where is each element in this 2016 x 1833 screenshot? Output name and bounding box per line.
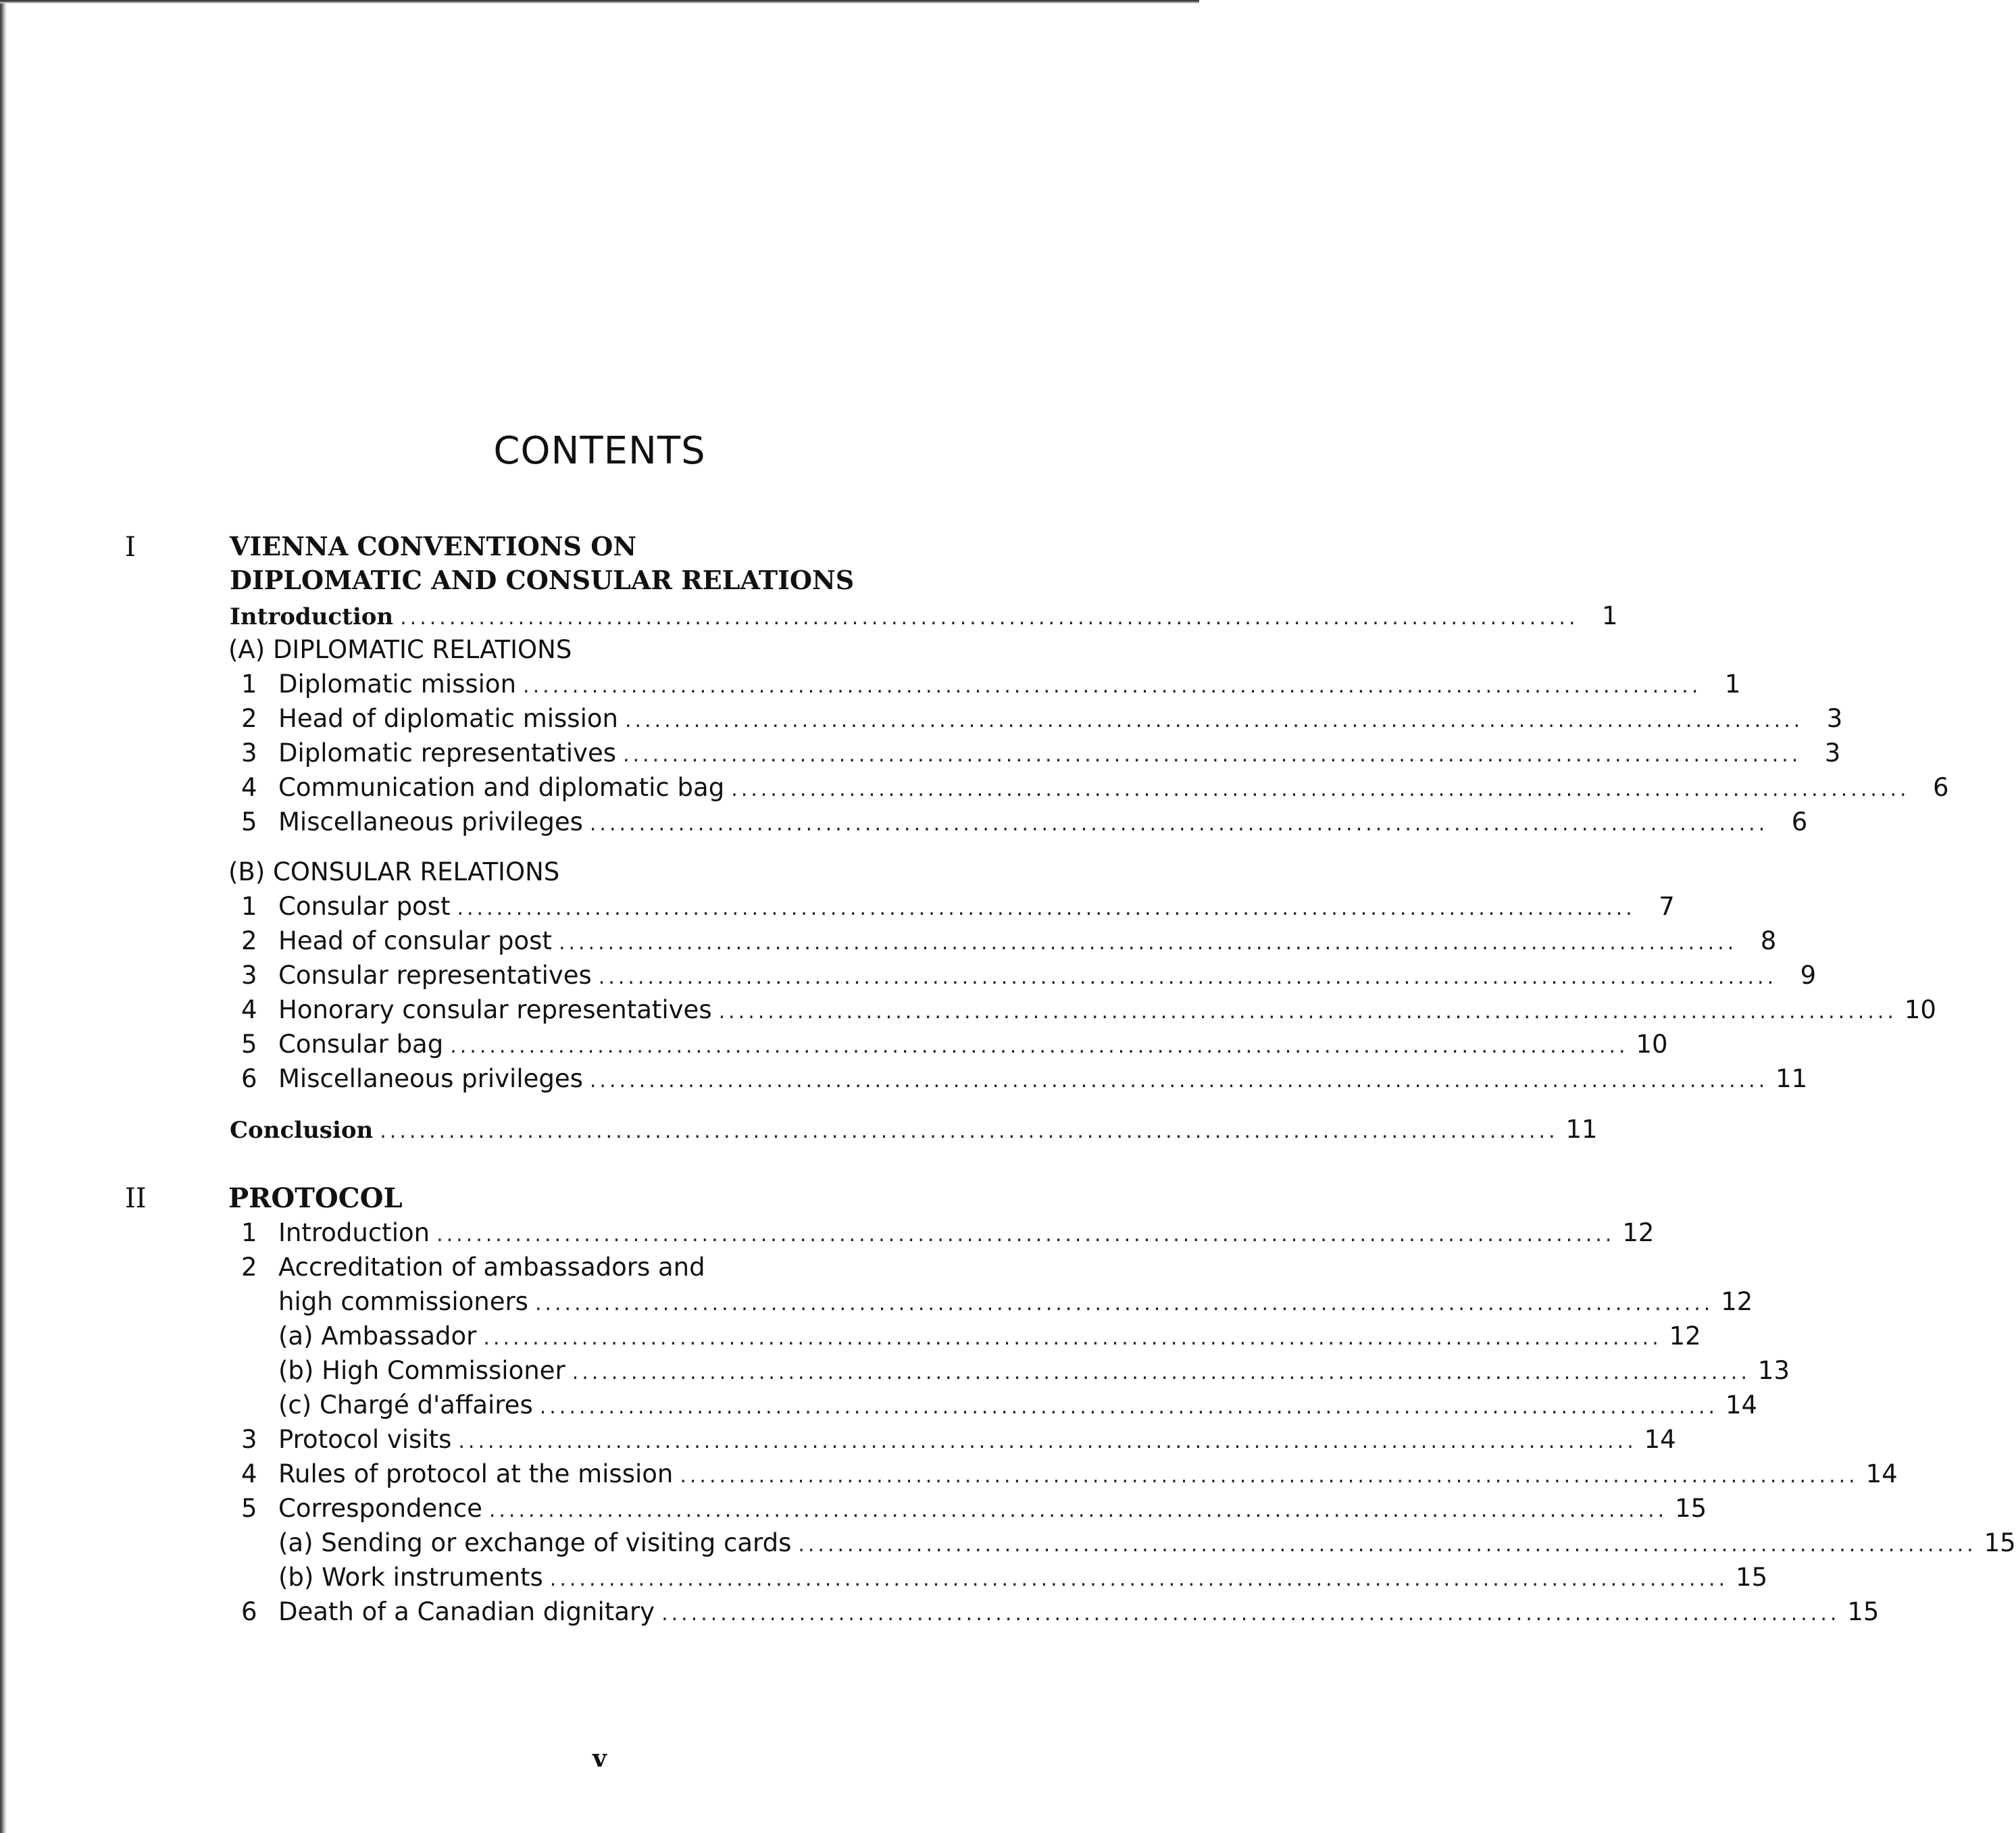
toc-subentry[interactable] — [0, 1356, 1790, 1392]
toc-entry-label — [278, 892, 1675, 921]
toc-entry[interactable] — [0, 1218, 1655, 1255]
entry-number: 2 — [241, 704, 257, 733]
entry-number: 1 — [241, 670, 257, 699]
toc-entry-text: (b) High Commissioner — [278, 1356, 565, 1385]
page-ref: 9 — [1800, 961, 1817, 990]
page-ref: 11 — [1565, 1115, 1598, 1144]
toc-entry-label — [278, 1459, 1898, 1488]
toc-entry-label — [278, 807, 1808, 836]
toc-entry-label — [278, 1030, 1668, 1059]
toc-entry-text: Honorary consular representatives — [278, 995, 712, 1024]
toc-entry-text: Diplomatic representatives — [278, 738, 616, 768]
dot-leader: ........................................................................................................................ — [523, 674, 1702, 698]
part-i-heading-row-2 — [0, 565, 1199, 602]
dot-leader: ........................................................................................................................ — [680, 1464, 1859, 1488]
toc-entry[interactable] — [0, 1425, 1676, 1461]
dot-leader: ........................................................................................................................ — [572, 1361, 1750, 1384]
toc-entry-multiline[interactable] — [0, 1255, 1199, 1289]
part-i-heading-row — [0, 531, 1199, 568]
toc-subentry[interactable] — [0, 1390, 1758, 1427]
page-ref: 3 — [1826, 704, 1843, 733]
page-ref: 10 — [1636, 1030, 1668, 1059]
toc-subentry[interactable] — [0, 1528, 2016, 1565]
page-ref: 13 — [1757, 1356, 1790, 1385]
page-title: CONTENTS — [493, 429, 706, 473]
page-ref: 12 — [1622, 1218, 1655, 1247]
page-ref: 12 — [1721, 1287, 1753, 1316]
entry-number: 3 — [241, 961, 257, 990]
entry-number: 1 — [241, 892, 257, 921]
page-ref: 1 — [1601, 601, 1618, 630]
toc-entry[interactable] — [0, 670, 1741, 706]
page-ref: 14 — [1725, 1390, 1758, 1420]
toc-entry[interactable] — [0, 995, 1936, 1032]
part-heading: VIENNA CONVENTIONS ON — [230, 531, 637, 561]
toc-entry-text: high commissioners — [278, 1287, 528, 1316]
part-heading: DIPLOMATIC AND CONSULAR RELATIONS — [230, 565, 855, 595]
toc-entry-label — [230, 601, 1618, 630]
dot-leader: ........................................................................................................................ — [450, 1034, 1629, 1058]
dot-leader: ........................................................................................................................ — [483, 1326, 1662, 1350]
dot-leader: ........................................................................................................................ — [798, 1533, 1977, 1557]
entry-number: 2 — [241, 1253, 257, 1282]
toc-entry-label — [278, 926, 1777, 955]
entry-number: 4 — [241, 1459, 257, 1488]
toc-entry[interactable] — [0, 961, 1817, 997]
toc-entry[interactable] — [0, 773, 1949, 809]
page-ref: 8 — [1760, 926, 1777, 955]
toc-entry-label — [278, 1425, 1676, 1454]
toc-entry-label — [278, 1597, 1880, 1626]
toc-entry-text: Consular bag — [278, 1030, 444, 1059]
toc-entry[interactable] — [0, 926, 1777, 963]
toc-entry[interactable] — [0, 1597, 1880, 1634]
toc-entry-text: Death of a Canadian dignitary — [278, 1597, 655, 1626]
toc-entry-text: Accreditation of ambassadors and — [278, 1253, 705, 1282]
part-numeral: II — [125, 1183, 147, 1214]
dot-leader: ........................................................................................................................ — [436, 1223, 1615, 1247]
toc-entry-text: Rules of protocol at the mission — [278, 1459, 674, 1488]
entry-number: 3 — [241, 738, 257, 768]
dot-leader: ........................................................................................................................ — [589, 1069, 1769, 1093]
dot-leader: ........................................................................................................................ — [458, 1430, 1637, 1453]
toc-entry-label — [278, 1563, 1768, 1592]
section-title: (B) CONSULAR RELATIONS — [228, 857, 560, 886]
page-ref: 7 — [1659, 892, 1675, 921]
toc-entry-label — [278, 738, 1841, 768]
section-title: (A) DIPLOMATIC RELATIONS — [228, 635, 572, 664]
dot-leader: ........................................................................................................................ — [488, 1499, 1668, 1522]
dot-leader: ........................................................................................................................ — [624, 709, 1804, 732]
toc-entry-text: Introduction — [230, 603, 394, 630]
entry-number: 5 — [241, 807, 257, 836]
entry-number: 6 — [241, 1064, 257, 1093]
page-ref: 15 — [1847, 1597, 1880, 1626]
entry-number: 1 — [241, 1218, 257, 1247]
toc-subentry[interactable] — [0, 1563, 1768, 1599]
toc-entry-text: Conclusion — [230, 1117, 374, 1144]
entry-number: 5 — [241, 1494, 257, 1523]
dot-leader: ........................................................................................................................ — [589, 812, 1769, 836]
toc-entry-text: (b) Work instruments — [278, 1563, 543, 1592]
entry-number: 4 — [241, 995, 257, 1024]
part-ii-heading-row — [0, 1182, 1199, 1220]
part-heading: PROTOCOL — [228, 1182, 403, 1214]
dot-leader: ........................................................................................................................ — [598, 965, 1778, 989]
page-ref: 15 — [1736, 1563, 1768, 1592]
toc-entry[interactable] — [0, 892, 1675, 928]
toc-entry-text: (c) Chargé d'affaires — [278, 1390, 533, 1420]
dot-leader: ........................................................................................................................ — [623, 743, 1802, 767]
toc-subentry[interactable] — [0, 1322, 1701, 1358]
toc-entry-text: Diplomatic mission — [278, 670, 517, 699]
toc-entry-text: (a) Ambassador — [278, 1322, 477, 1351]
entry-number: 2 — [241, 926, 257, 955]
entry-number: 6 — [241, 1597, 257, 1626]
toc-entry-label — [278, 1356, 1790, 1385]
toc-entry-continuation[interactable] — [0, 1287, 1753, 1324]
toc-entry-text: Correspondence — [278, 1494, 482, 1523]
toc-entry-label — [278, 961, 1817, 990]
section-b-title-row — [0, 859, 1199, 894]
toc-entry[interactable] — [0, 738, 1841, 775]
page-ref: 6 — [1791, 807, 1808, 836]
page-number: v — [593, 1744, 607, 1773]
toc-entry-label — [278, 1390, 1758, 1420]
dot-leader: ........................................................................................................................ — [534, 1292, 1714, 1315]
dot-leader: ........................................................................................................................ — [718, 1000, 1897, 1024]
toc-entry-label — [278, 995, 1936, 1024]
toc-entry-label — [278, 1528, 2016, 1557]
toc-entry-label — [278, 1287, 1753, 1316]
toc-entry-label — [278, 670, 1741, 699]
page-ref: 14 — [1644, 1425, 1676, 1454]
toc-entry-text: Protocol visits — [278, 1425, 452, 1454]
toc-entry-text: Introduction — [278, 1218, 430, 1247]
toc-entry[interactable] — [0, 807, 1808, 844]
dot-leader: ........................................................................................................................ — [731, 778, 1910, 801]
toc-entry[interactable] — [0, 1030, 1668, 1066]
toc-entry-text: Miscellaneous privileges — [278, 807, 583, 836]
page-ref: 15 — [1984, 1528, 2016, 1557]
toc-entry[interactable] — [0, 1494, 1707, 1530]
dot-leader: ........................................................................................................................ — [549, 1567, 1729, 1591]
page-ref: 15 — [1675, 1494, 1707, 1523]
toc-entry-label — [278, 1218, 1655, 1247]
entry-number: 4 — [241, 773, 257, 802]
page-ref: 1 — [1724, 670, 1741, 699]
toc-entry-text: Head of diplomatic mission — [278, 704, 618, 733]
toc-entry-label — [278, 1322, 1701, 1351]
toc-entry[interactable] — [0, 1064, 1808, 1101]
entry-number: 5 — [241, 1030, 257, 1059]
dot-leader: ........................................................................................................................ — [558, 931, 1738, 955]
dot-leader: ........................................................................................................................ — [380, 1120, 1559, 1143]
toc-entry-label — [278, 773, 1949, 802]
page-ref: 11 — [1775, 1064, 1808, 1093]
dot-leader: ........................................................................................................................ — [539, 1395, 1719, 1419]
toc-entry[interactable] — [0, 1459, 1898, 1496]
page-ref: 3 — [1824, 738, 1841, 768]
section-a-title-row — [0, 637, 1199, 672]
dot-leader: ........................................................................................................................ — [661, 1602, 1840, 1626]
toc-entry-text: Communication and diplomatic bag — [278, 773, 725, 802]
toc-entry-label — [278, 704, 1843, 733]
part-numeral: I — [125, 532, 136, 563]
toc-entry-text: Consular representatives — [278, 961, 592, 990]
toc-entry-label — [278, 1494, 1707, 1523]
toc-entry-text: Head of consular post — [278, 926, 552, 955]
toc-entry-label — [278, 1064, 1808, 1093]
toc-entry-text: Consular post — [278, 892, 451, 921]
toc-entry-text: Miscellaneous privileges — [278, 1064, 583, 1093]
toc-entry-introduction[interactable] — [0, 601, 1618, 638]
page-ref: 6 — [1932, 773, 1949, 802]
dot-leader: ........................................................................................................................ — [400, 606, 1579, 630]
page-ref: 10 — [1904, 995, 1936, 1024]
toc-entry-label — [230, 1115, 1598, 1144]
toc-entry-conclusion[interactable] — [0, 1115, 1598, 1151]
entry-number: 3 — [241, 1425, 257, 1454]
toc-entry-text: (a) Sending or exchange of visiting cards — [278, 1528, 792, 1557]
page-ref: 12 — [1669, 1322, 1701, 1351]
page-ref: 14 — [1865, 1459, 1898, 1488]
dot-leader: ........................................................................................................................ — [457, 897, 1636, 920]
toc-entry[interactable] — [0, 704, 1843, 740]
